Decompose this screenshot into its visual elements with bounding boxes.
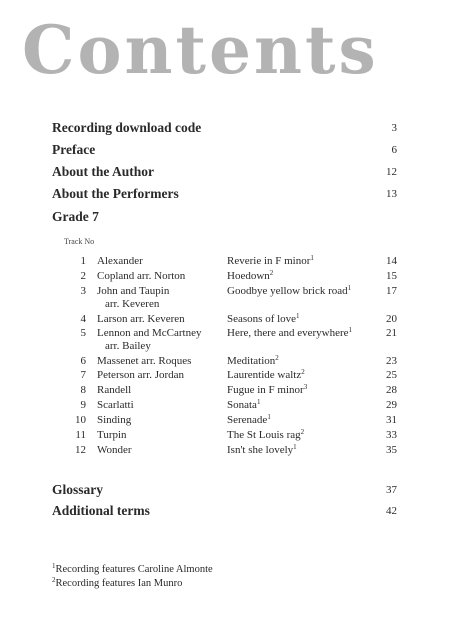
- track-page: 25: [386, 369, 397, 381]
- track-composer: Massenet arr. Roques: [97, 355, 192, 367]
- track-number: 12: [75, 444, 86, 456]
- track-number-header: Track No: [64, 237, 95, 246]
- toc-entry-about-the-author[interactable]: [52, 162, 397, 182]
- track-piece: Reverie in F minor$^1$: [227, 254, 314, 267]
- track-page: 21: [386, 327, 397, 339]
- track-page: 31: [386, 414, 397, 426]
- toc-entry-page: 12: [386, 166, 397, 178]
- footnote-text: Recording features Ian Munro: [55, 578, 183, 589]
- footnote-text: Recording features Caroline Almonte: [55, 564, 213, 575]
- track-number: 7: [80, 369, 86, 381]
- track-page: 15: [386, 270, 397, 282]
- track-composer: Randell: [97, 384, 132, 396]
- track-page: 23: [386, 355, 397, 367]
- track-piece: Sonata$^1$: [227, 398, 261, 411]
- toc-entry-page: 13: [386, 188, 397, 200]
- track-composer: John and Taupin arr. Keveren: [97, 285, 170, 310]
- footnote-marker: 2: [301, 368, 305, 376]
- track-number: 1: [80, 255, 86, 267]
- track-page: 28: [386, 384, 397, 396]
- toc-entry-label: Recording download code: [52, 120, 202, 135]
- track-number: 2: [80, 270, 86, 282]
- footnote-marker: 1: [296, 312, 300, 320]
- toc-entry-recording-download-code[interactable]: [52, 118, 397, 138]
- toc-entry-label: About the Author: [52, 164, 155, 179]
- footnote-marker: 1: [348, 326, 353, 334]
- track-page: 17: [386, 285, 397, 297]
- track-number: 9: [80, 399, 86, 411]
- track-composer: Peterson arr. Jordan: [97, 369, 185, 381]
- track-composer: Copland arr. Norton: [97, 270, 186, 282]
- track-composer: Wonder: [97, 444, 132, 456]
- footnote-marker: 3: [303, 383, 308, 391]
- footnote-marker: 1: [293, 443, 297, 451]
- footnote: [52, 563, 213, 576]
- track-piece: Isn't she lovely$^1$: [227, 443, 297, 456]
- toc-entry-about-the-performers[interactable]: [52, 184, 397, 204]
- track-page: 33: [386, 429, 397, 441]
- track-piece: Fugue in F minor$^3$: [227, 383, 308, 396]
- track-composer: Lennon and McCartney arr. Bailey: [97, 327, 202, 352]
- track-piece: Here, there and everywhere$^1$: [227, 326, 353, 339]
- toc-entry-glossary[interactable]: [52, 480, 397, 500]
- toc-entry-label: Preface: [52, 142, 96, 157]
- toc-entry-page: 42: [386, 505, 397, 517]
- track-number: 4: [80, 313, 86, 325]
- track-piece: Laurentide waltz$^2$: [227, 368, 305, 381]
- page-title: Contents: [22, 11, 379, 89]
- track-piece: Serenade$^1$: [227, 413, 271, 426]
- track-piece: The St Louis rag$^2$: [227, 428, 305, 441]
- toc-entry-preface[interactable]: [52, 140, 397, 160]
- footnote-marker: 1: [256, 398, 261, 406]
- toc-entry-label: Additional terms: [52, 503, 150, 518]
- track-number: 5: [80, 327, 86, 339]
- track-page: 20: [386, 313, 397, 325]
- track-composer: Turpin: [97, 429, 127, 441]
- track-page: 14: [386, 255, 397, 267]
- track-piece: Hoedown$^2$: [227, 269, 274, 282]
- footnote-marker: 2: [275, 354, 279, 362]
- footnote-marker: 2: [300, 428, 305, 436]
- footnote-marker: 1: [267, 413, 271, 421]
- track-number: 11: [75, 429, 86, 441]
- track-number: 10: [75, 414, 86, 426]
- track-number: 3: [80, 285, 86, 297]
- track-piece: Goodbye yellow brick road$^1$: [227, 284, 352, 297]
- footnote-marker: 1: [52, 562, 56, 570]
- toc-entry-label: About the Performers: [52, 186, 179, 201]
- track-composer: Sinding: [97, 414, 132, 426]
- track-number: 8: [80, 384, 86, 396]
- footnote-marker: 1: [310, 254, 314, 262]
- toc-entry-page: 6: [391, 144, 397, 156]
- footnote-marker: 1: [347, 284, 352, 292]
- track-number: 6: [80, 355, 86, 367]
- track-composer: Scarlatti: [97, 399, 134, 411]
- track-page: 29: [386, 399, 397, 411]
- footnote: [52, 577, 182, 590]
- footnote-marker: 2: [269, 269, 274, 277]
- track-piece: Seasons of love$^1$: [227, 312, 300, 325]
- toc-entry-additional-terms[interactable]: [52, 501, 397, 521]
- toc-entry-label: Glossary: [52, 482, 104, 497]
- track-composer: Alexander: [97, 255, 143, 267]
- footnote-marker: 2: [52, 576, 56, 584]
- grade-heading: Grade 7: [52, 209, 99, 224]
- track-composer: Larson arr. Keveren: [97, 313, 185, 325]
- toc-entry-page: 3: [391, 122, 397, 134]
- track-page: 35: [386, 444, 397, 456]
- toc-entry-page: 37: [386, 484, 397, 496]
- track-piece: Meditation$^2$: [227, 354, 279, 367]
